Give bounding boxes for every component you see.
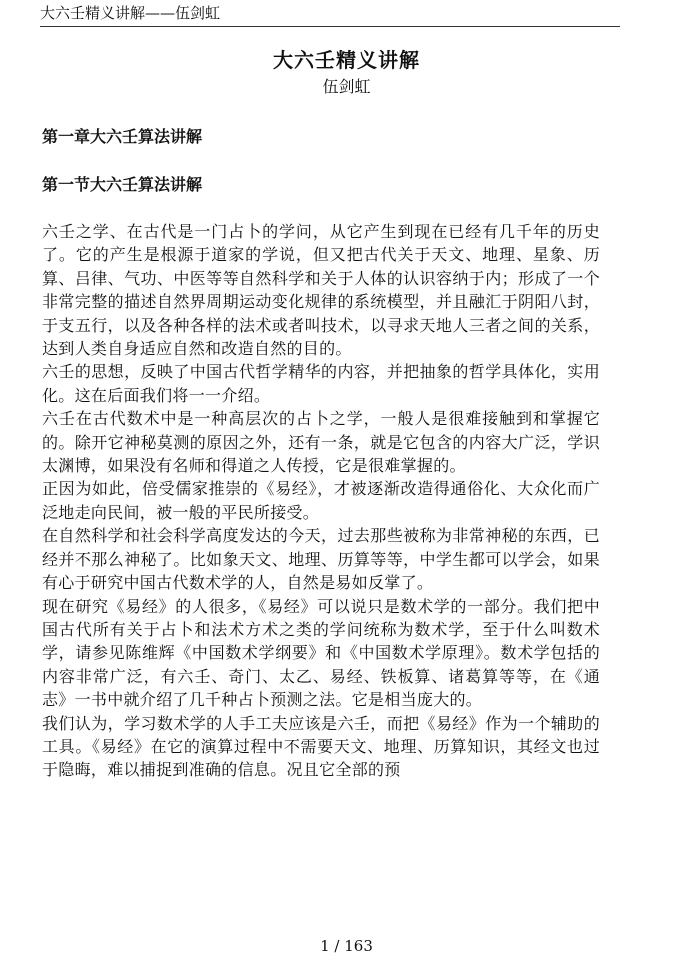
title-block	[0, 46, 693, 98]
page-number-total: 163	[344, 937, 373, 955]
chapter-heading: 第一章大六壬算法讲解	[42, 127, 203, 146]
paragraph: 六壬之学、在古代是一门占卜的学问，从它产生到现在已经有几千年的历史了。它的产生是根源于道家的学说，但又把古代关于天文、地理、星象、历算、吕律、气功、中医等等自然科学和关于人体的认识容纳于内；形成了一个非常完整的描述自然界周期运动变化规律的系统模型，并且融汇于阴阳八封，于支五行，以及各种各样的法术或者叫技术，以寻求天地人三者之间的关系，达到人类自身适应自然和改造自然的目的。	[42, 222, 600, 359]
running-header-title: 大六壬精义讲解——伍剑虹	[40, 4, 221, 22]
running-header	[40, 2, 620, 27]
body-text	[42, 220, 600, 782]
paragraph: 现在研究《易经》的人很多，《易经》可以说只是数术学的一部分。我们把中国古代所有关于占卜和法术方术之类的学问统称为数术学，至于什么叫数术学，请参见陈维辉《中国数术学纲要》和《中国数术学原理》。数术学包括的内容非常广泛，有六壬、奇门、太乙、易经、铁板算、诸葛算等等，在《通志》一书中就介绍了几千种占卜预测之法。它是相当庞大的。	[42, 596, 600, 710]
paragraph: 我们认为，学习数术学的人手工夫应该是六壬，而把《易经》作为一个辅助的工具。《易经》在它的演算过程中不需要天文、地理、历算知识，其经文也过于隐晦，难以捕捉到准确的信息。况且它全部的预	[42, 713, 600, 780]
paragraph: 在自然科学和社会科学高度发达的今天，过去那些被称为非常神秘的东西，已经并不那么神秘了。比如象天文、地理、历算等等，中学生都可以学会，如果有心于研究中国古代数术学的人，自然是易如反掌了。	[42, 526, 600, 593]
page-number-separator: /	[329, 937, 345, 955]
document-title: 大六壬精义讲解	[273, 48, 420, 72]
page-number-current: 1	[320, 937, 330, 955]
page-footer	[0, 936, 693, 956]
document-author: 伍剑虹	[322, 77, 371, 96]
paragraph: 六壬的思想，反映了中国古代哲学精华的内容，并把抽象的哲学具体化，实用化。这在后面我们将一一介绍。	[42, 362, 600, 405]
paragraph: 六壬在古代数术中是一种高层次的占卜之学，一般人是很难接触到和掌握它的。除开它神秘莫测的原因之外，还有一条，就是它包含的内容大广泛，学识太渊博，如果没有名师和得道之人传授，它是很难掌握的。	[42, 409, 600, 476]
section-heading: 第一节大六壬算法讲解	[42, 175, 203, 194]
paragraph: 正因为如此，倍受儒家推崇的《易经》，才被逐渐改造得通俗化、大众化而广泛地走向民间，被一般的平民所接受。	[42, 479, 600, 522]
